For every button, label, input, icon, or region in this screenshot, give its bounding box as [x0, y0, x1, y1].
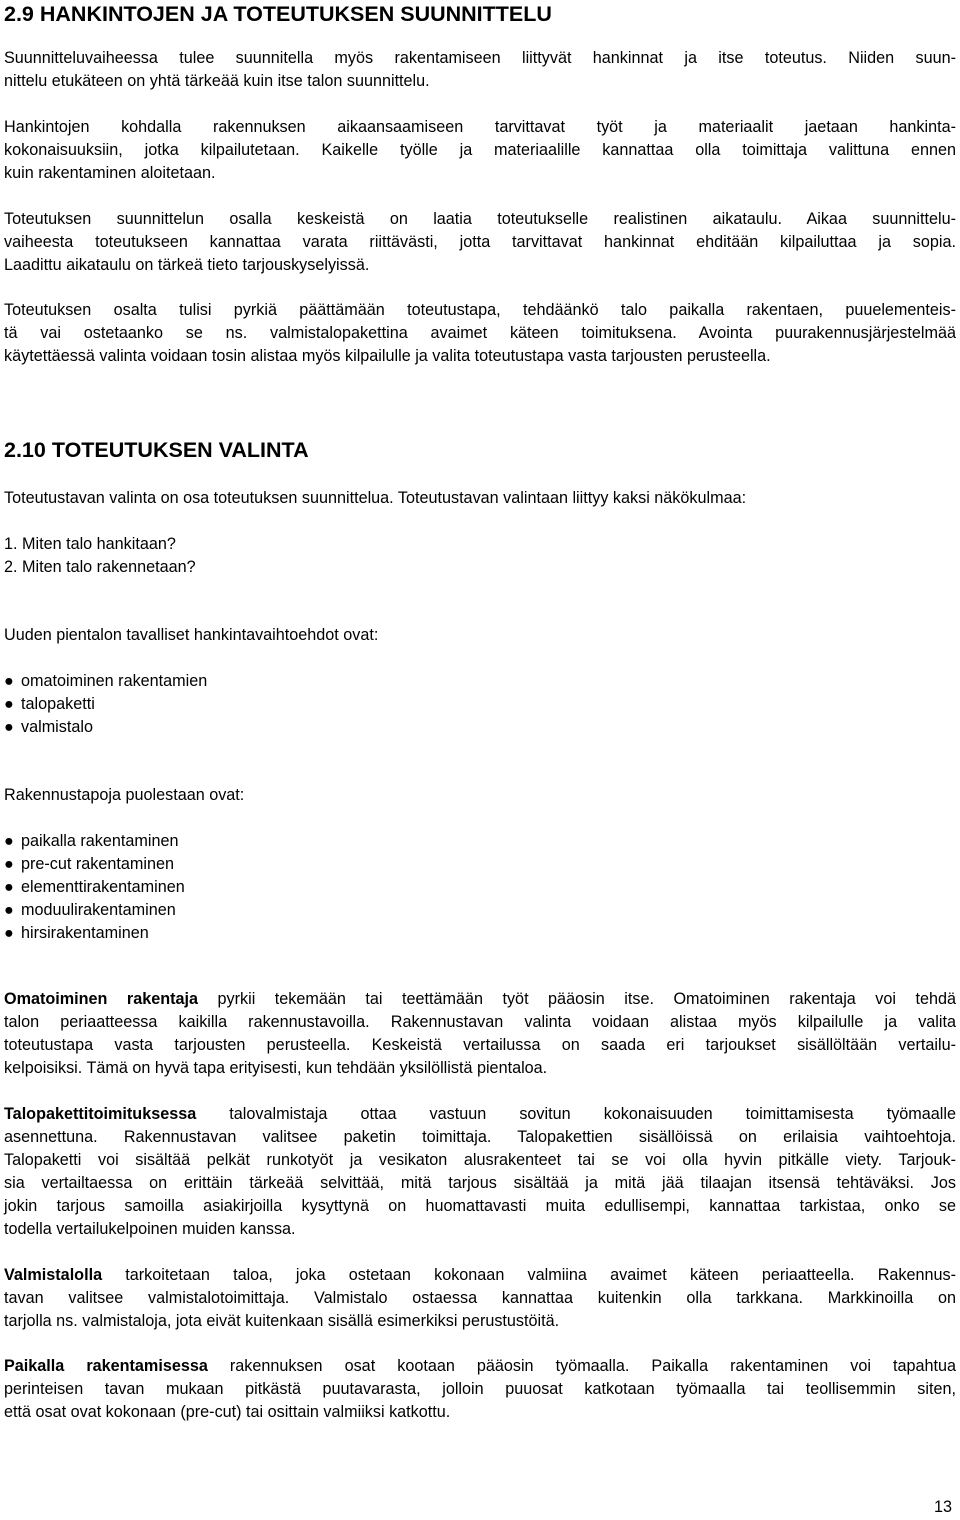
list-item-label: hirsirakentaminen: [21, 924, 149, 942]
hankinta-bullet-list: [4, 670, 207, 739]
paragraph-omatoiminen-rakentaja: [4, 988, 956, 1080]
text-line: käytettäessä valinta voidaan tosin alistaa myös kilpailulle ja valita toteutustapa vasta tarjousten perusteella.: [4, 347, 771, 365]
list-item: [4, 716, 207, 739]
paragraph-toteutustavan-valinta: [4, 487, 956, 510]
paragraph-suunnitteluvaihe: [4, 47, 956, 93]
text-line: [4, 988, 956, 1011]
bullet-icon: ●: [4, 695, 14, 713]
bullet-icon: ●: [4, 878, 14, 896]
text-line: että osat ovat kokonaan (pre-cut) tai osittain valmiiksi katkottu.: [4, 1403, 451, 1421]
list-item-label: omatoiminen rakentamien: [21, 672, 208, 690]
list-item: [4, 876, 185, 899]
list-item: [4, 922, 185, 945]
paragraph-rakennustavat: [4, 784, 956, 807]
question-item: 1. Miten talo hankitaan?: [4, 535, 176, 553]
paragraph-paikalla-rakentaminen: [4, 1355, 956, 1424]
text-line: tarjolla ns. valmistaloja, jota eivät kuitenkaan sisällä esimerkiksi perustustöitä.: [4, 1312, 560, 1330]
text-line: talon periaatteessa kaikilla rakennustavoilla. Rakennustavan valinta voidaan alistaa myös kilpailulle ja valita: [4, 1013, 956, 1031]
text-line: jokin tarjous samoilla asiakirjoilla kysyttynä on huomattavasti muita edullisempi, kannattaa tarkistaa, onko se: [4, 1197, 956, 1215]
text-line: todella vertailukelpoinen muiden kanssa.: [4, 1220, 296, 1238]
text-line: [4, 1264, 956, 1287]
question-item: 2. Miten talo rakennetaan?: [4, 558, 196, 576]
question-list: [4, 533, 956, 579]
bullet-icon: ●: [4, 832, 14, 850]
text-run: rakennuksen osat kootaan pääosin työmaalla. Paikalla rakentaminen voi tapahtua: [207, 1357, 956, 1375]
list-item: [4, 670, 207, 693]
paragraph-valmistalo: [4, 1264, 956, 1333]
text-line: Toteutuksen suunnittelun osalla keskeistä on laatia toteutukselle realistinen aikataulu. Aikaa suunnittelu-: [4, 210, 956, 228]
text-line: Talopaketti voi sisältää pelkät runkotyöt ja vesikaton alusrakenteet tai se voi olla hyvin pitkälle viety. Tarjouk-: [4, 1151, 956, 1169]
text-line: nittelu etukäteen on yhtä tärkeää kuin itse talon suunnittelu.: [4, 72, 430, 90]
list-item: [4, 899, 185, 922]
text-line: vaiheesta toteutukseen kannattaa varata riittävästi, jotta tarvittavat hankinnat ehditään kilpailuttaa ja sopia.: [4, 233, 956, 251]
text-line: Suunnitteluvaiheessa tulee suunnitella myös rakentamiseen liittyvät hankinnat ja itse toteutus. Niiden suun-: [4, 49, 956, 67]
text-line: asennettuna. Rakennustavan valitsee paketin toimittaja. Talopakettien sisällöissä on erilaisia vaihtoehtoja.: [4, 1128, 956, 1146]
term-omatoiminen-rakentaja: Omatoiminen rakentaja: [4, 990, 199, 1008]
bullet-icon: ●: [4, 672, 14, 690]
term-valmistalo: Valmistalolla: [4, 1266, 103, 1284]
text-line: tavan valitsee valmistalotoimittaja. Valmistalo ostaessa kannattaa kuitenkin olla tarkkana. Markkinoilla on: [4, 1289, 956, 1307]
list-item: [4, 693, 207, 716]
bullet-icon: ●: [4, 901, 14, 919]
paragraph-hankintavaihtoehdot: [4, 624, 956, 647]
text-line: tä vai ostetaanko se ns. valmistalopakettina avaimet käteen toimituksena. Avointa puurakennusjärjestelmää: [4, 324, 956, 342]
text-line: [4, 1103, 956, 1126]
text-line: sia vertailtaessa on erittäin tärkeää selvittää, mitä tarjous sisältää ja mitä jää tilaajan itsensä tehtäväksi. Jos: [4, 1174, 956, 1192]
bullet-icon: ●: [4, 718, 14, 736]
text-line: Uuden pientalon tavalliset hankintavaihtoehdot ovat:: [4, 626, 379, 644]
text-line: toteutustapa vasta tarjousten perusteella. Keskeistä vertailussa on saada eri tarjoukset sisällöltään vertailu-: [4, 1036, 956, 1054]
paragraph-toteutuksen-suunnittelu: [4, 208, 956, 277]
text-line: kokonaisuuksiin, jotka kilpailutetaan. Kaikelle työlle ja materiaalille kannattaa olla toimittaja valittuna ennen: [4, 141, 956, 159]
list-item-label: valmistalo: [21, 718, 93, 736]
text-line: Laadittu aikataulu on tärkeä tieto tarjouskyselyissä.: [4, 256, 370, 274]
text-line: perinteisen tavan mukaan pitkästä puutavarasta, jolloin puuosat katkotaan työmaalla tai teollisemmin siten,: [4, 1380, 956, 1398]
text-line: Rakennustapoja puolestaan ovat:: [4, 786, 245, 804]
text-run: pyrkii tekemään tai teettämään työt pääosin itse. Omatoiminen rakentaja voi tehdä: [198, 990, 956, 1008]
text-line: kelpoisiksi. Tämä on hyvä tapa erityisesti, kun tehdään yksilöllistä pientaloa.: [4, 1059, 548, 1077]
bullet-icon: ●: [4, 924, 14, 942]
paragraph-toteutustapa: [4, 299, 956, 368]
list-item-label: paikalla rakentaminen: [21, 832, 179, 850]
list-item: [4, 830, 185, 853]
page-number: 13: [933, 1498, 952, 1516]
text-line: Toteutustavan valinta on osa toteutuksen suunnittelua. Toteutustavan valintaan liittyy kaksi näkökulmaa:: [4, 489, 747, 507]
text-line: Hankintojen kohdalla rakennuksen aikaansaamiseen tarvittavat työt ja materiaalit jaetaan hankinta-: [4, 118, 956, 136]
list-item-label: elementtirakentaminen: [21, 878, 185, 896]
text-run: tarkoitetaan taloa, joka ostetaan kokonaan valmiina avaimet käteen periaatteella. Rakennus-: [102, 1266, 956, 1284]
list-item-label: talopaketti: [21, 695, 95, 713]
rakennus-bullet-list: [4, 830, 185, 945]
bullet-icon: ●: [4, 855, 14, 873]
section-heading-2-9: 2.9 HANKINTOJEN JA TOTEUTUKSEN SUUNNITTELU: [4, 2, 552, 26]
paragraph-hankinnat: [4, 116, 956, 185]
text-line: kuin rakentaminen aloitetaan.: [4, 164, 216, 182]
term-paikalla-rakentaminen: Paikalla rakentamisessa: [4, 1357, 208, 1375]
term-talopakettitoimitus: Talopakettitoimituksessa: [4, 1105, 197, 1123]
paragraph-talopakettitoimitus: [4, 1103, 956, 1241]
section-heading-2-10: 2.10 TOTEUTUKSEN VALINTA: [4, 438, 309, 462]
list-item-label: moduulirakentaminen: [21, 901, 176, 919]
text-run: talovalmistaja ottaa vastuun sovitun kokonaisuuden toimittamisesta työmaalle: [196, 1105, 956, 1123]
list-item: [4, 853, 185, 876]
text-line: Toteutuksen osalta tulisi pyrkiä päättämään toteutustapa, tehdäänkö talo paikalla rakentaen, puuelementeis-: [4, 301, 956, 319]
text-line: [4, 1355, 956, 1378]
list-item-label: pre-cut rakentaminen: [21, 855, 174, 873]
